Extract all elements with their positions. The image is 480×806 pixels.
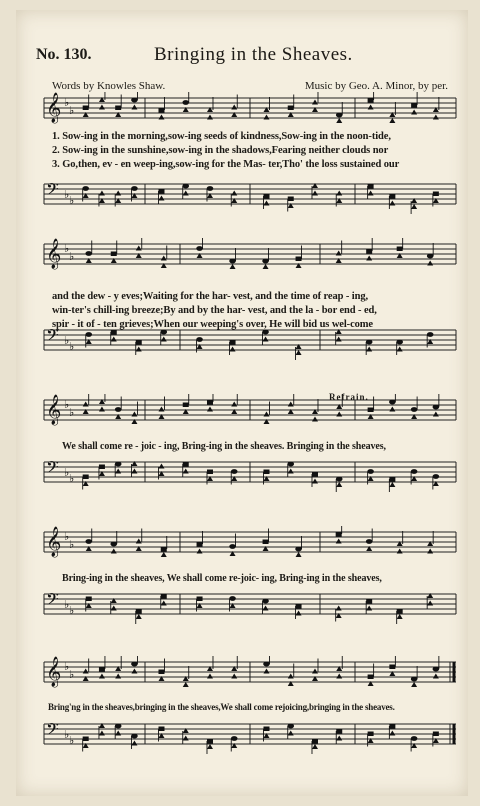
note-head xyxy=(336,191,342,196)
note-head xyxy=(427,254,434,259)
note-head xyxy=(231,105,237,110)
note-head xyxy=(263,115,269,120)
note-head xyxy=(183,191,189,196)
note-head xyxy=(230,264,236,269)
note-head xyxy=(366,606,372,611)
note-head xyxy=(136,347,142,352)
note-head xyxy=(296,552,302,557)
note-head xyxy=(131,662,138,667)
note-head xyxy=(262,599,269,604)
note-head xyxy=(196,337,203,342)
note-head xyxy=(312,479,318,484)
flat-icon: ♭ xyxy=(69,341,75,353)
flat-icon: ♭ xyxy=(64,599,70,611)
note-head xyxy=(336,337,342,342)
note-head xyxy=(366,347,372,352)
note-head xyxy=(110,542,117,547)
note-head xyxy=(389,194,395,199)
note-head xyxy=(231,191,237,196)
note-head xyxy=(83,475,89,480)
note-head xyxy=(288,197,294,202)
note-head xyxy=(136,246,142,251)
flat-icon: ♭ xyxy=(69,473,75,485)
note-head xyxy=(99,407,105,412)
note-head xyxy=(161,601,167,606)
flat-icon: ♭ xyxy=(69,539,75,551)
flat-icon: ♭ xyxy=(69,735,75,747)
note-head xyxy=(158,196,164,201)
note-head xyxy=(161,552,167,557)
note-head xyxy=(427,261,433,266)
note-head xyxy=(336,118,342,123)
refrain-line-1: We shall come re - joic - ing, Bring-ing in the sheaves. Bringing in the sheaves, xyxy=(62,441,386,452)
note-head xyxy=(411,677,418,682)
hymn-page xyxy=(16,10,468,796)
note-head xyxy=(115,407,122,412)
note-head xyxy=(182,184,189,189)
note-head xyxy=(111,606,117,611)
note-head xyxy=(411,682,417,687)
verse-3-line-2: spir - it of - ten grieves;When our weeping's over, He will bid us wel-come xyxy=(52,319,373,330)
note-head xyxy=(368,408,374,413)
note-head xyxy=(336,539,342,544)
note-head xyxy=(82,186,89,191)
treble-staff xyxy=(44,656,456,688)
music-credit: Music by Geo. A. Minor, by per. xyxy=(304,80,448,92)
bass-clef-icon: 𝄢 xyxy=(46,589,59,613)
note-head xyxy=(336,477,343,482)
flat-icon: ♭ xyxy=(69,105,75,117)
note-head xyxy=(183,682,189,687)
note-head xyxy=(131,412,137,417)
note-head xyxy=(207,470,213,475)
note-head xyxy=(229,596,236,601)
note-head xyxy=(336,251,342,256)
note-head xyxy=(433,474,440,479)
note-head xyxy=(197,549,203,554)
note-head xyxy=(263,727,269,732)
note-head xyxy=(389,400,396,405)
note-head xyxy=(411,469,418,474)
note-head xyxy=(136,539,142,544)
note-head xyxy=(389,724,395,729)
note-head xyxy=(288,674,294,679)
note-head xyxy=(433,732,439,737)
note-head xyxy=(231,674,237,679)
note-head xyxy=(99,674,105,679)
note-head xyxy=(296,604,302,609)
note-head xyxy=(312,669,318,674)
note-head xyxy=(207,115,213,120)
flat-icon: ♭ xyxy=(69,251,75,263)
note-head xyxy=(131,98,138,103)
note-head xyxy=(197,597,203,602)
note-head xyxy=(115,469,121,474)
note-head xyxy=(366,539,373,544)
note-head xyxy=(83,737,89,742)
refrain-label: Refrain. xyxy=(329,392,369,402)
note-head xyxy=(207,739,213,744)
bass-staff xyxy=(44,457,456,492)
note-head xyxy=(183,403,189,408)
note-head xyxy=(99,731,105,736)
note-head xyxy=(111,549,117,554)
note-head xyxy=(131,669,137,674)
note-head xyxy=(411,736,418,741)
note-head xyxy=(83,402,89,407)
note-head xyxy=(85,539,92,544)
note-head xyxy=(397,247,403,252)
note-head xyxy=(207,186,214,191)
flat-icon: ♭ xyxy=(69,605,75,617)
note-head xyxy=(427,549,433,554)
bass-staff xyxy=(44,589,456,624)
note-head xyxy=(183,736,189,741)
note-head xyxy=(161,256,167,261)
note-head xyxy=(158,115,164,120)
treble-staff xyxy=(44,238,456,270)
note-head xyxy=(99,191,105,196)
verse-1-line-2: and the dew - y eves;Waiting for the har- vest, and the time of reap - ing, xyxy=(52,291,369,302)
treble-staff xyxy=(44,394,456,426)
note-head xyxy=(115,731,121,736)
note-head xyxy=(115,462,122,467)
note-head xyxy=(263,201,269,206)
note-head xyxy=(366,249,372,254)
note-head xyxy=(263,194,269,199)
flat-icon: ♭ xyxy=(64,243,70,255)
flat-icon: ♭ xyxy=(64,661,70,673)
note-head xyxy=(158,727,164,732)
note-head xyxy=(433,405,440,410)
note-head xyxy=(85,251,92,256)
note-head xyxy=(368,732,374,737)
note-head xyxy=(296,350,302,355)
note-head xyxy=(158,407,164,412)
note-head xyxy=(312,417,318,422)
flat-icon: ♭ xyxy=(69,407,75,419)
note-head xyxy=(433,674,439,679)
note-head xyxy=(312,191,318,196)
note-head xyxy=(83,669,89,674)
note-head xyxy=(263,662,270,667)
note-head xyxy=(111,337,117,342)
note-head xyxy=(99,465,105,470)
treble-clef-icon: 𝄞 xyxy=(46,93,62,123)
note-head xyxy=(136,340,142,345)
refrain-line-2: Bring-ing in the sheaves, We shall come re-joic- ing, Bring-ing in the sheaves, xyxy=(62,573,382,584)
note-head xyxy=(312,472,318,477)
note-head xyxy=(207,744,213,749)
treble-clef-icon: 𝄞 xyxy=(46,657,62,687)
note-head xyxy=(336,736,342,741)
flat-icon: ♭ xyxy=(64,335,70,347)
note-head xyxy=(336,482,342,487)
note-head xyxy=(397,609,403,614)
note-head xyxy=(263,337,269,342)
note-head xyxy=(207,674,213,679)
note-head xyxy=(288,469,294,474)
note-head xyxy=(131,734,138,739)
note-head xyxy=(115,106,121,111)
note-head xyxy=(287,462,294,467)
note-head xyxy=(389,477,395,482)
note-head xyxy=(86,597,92,602)
note-head xyxy=(433,667,440,672)
treble-clef-icon: 𝄞 xyxy=(46,395,62,425)
note-head xyxy=(427,332,434,337)
note-head xyxy=(161,594,167,599)
note-head xyxy=(411,407,418,412)
flat-icon: ♭ xyxy=(64,467,70,479)
note-head xyxy=(368,675,374,680)
note-head xyxy=(263,540,269,545)
note-head xyxy=(231,736,238,741)
note-head xyxy=(312,744,318,749)
bass-staff xyxy=(44,719,456,754)
note-head xyxy=(295,547,302,552)
note-head xyxy=(296,257,302,262)
note-head xyxy=(231,469,238,474)
note-head xyxy=(336,113,343,118)
note-head xyxy=(131,105,137,110)
note-head xyxy=(158,670,164,675)
treble-staff xyxy=(44,526,456,558)
note-head xyxy=(262,259,269,264)
note-head xyxy=(433,115,439,120)
note-head xyxy=(368,191,374,196)
note-head xyxy=(336,674,342,679)
note-head xyxy=(182,100,189,105)
note-head xyxy=(312,739,318,744)
hymn-title: Bringing in the Sheaves. xyxy=(154,44,353,65)
verse-2-line-1: 2. Sow-ing in the sunshine,sow-ing in the shadows,Fearing neither clouds nor xyxy=(52,145,389,156)
note-head xyxy=(366,599,372,604)
note-head xyxy=(197,542,203,547)
note-head xyxy=(229,259,236,264)
verse-3-line-1: 3. Go,then, ev - en weep-ing,sow-ing for the Mas- ter,Tho' the loss sustained our xyxy=(52,159,400,170)
note-head xyxy=(397,614,403,619)
refrain-line-3: Bring'ng in the sheaves,bringing in the sheaves,We shall come rejoicing,bringing in the sheaves. xyxy=(48,702,395,712)
note-head xyxy=(230,340,236,345)
note-head xyxy=(263,264,269,269)
hymn-number: No. 130. xyxy=(36,46,92,63)
bass-clef-icon: 𝄢 xyxy=(46,719,59,743)
note-head xyxy=(366,340,373,345)
words-credit: Words by Knowles Shaw. xyxy=(52,80,166,92)
note-head xyxy=(161,337,167,342)
note-head xyxy=(368,105,374,110)
note-head xyxy=(158,464,164,469)
note-head xyxy=(115,191,121,196)
note-head xyxy=(288,731,294,736)
note-head xyxy=(427,601,433,606)
note-head xyxy=(131,186,138,191)
note-head xyxy=(131,469,137,474)
note-head xyxy=(158,108,164,113)
flat-icon: ♭ xyxy=(64,97,70,109)
note-head xyxy=(136,609,142,614)
flat-icon: ♭ xyxy=(64,399,70,411)
note-head xyxy=(115,724,122,729)
note-head xyxy=(336,412,342,417)
note-head xyxy=(230,347,236,352)
note-head xyxy=(263,412,269,417)
note-head xyxy=(99,105,105,110)
bass-clef-icon: 𝄢 xyxy=(46,325,59,349)
hymn-header xyxy=(36,42,454,70)
note-head xyxy=(366,256,372,261)
note-head xyxy=(207,400,213,405)
note-head xyxy=(367,469,374,474)
note-head xyxy=(263,470,269,475)
note-head xyxy=(231,402,237,407)
note-head xyxy=(389,407,395,412)
note-head xyxy=(183,469,189,474)
note-head xyxy=(229,544,236,549)
note-head xyxy=(368,184,374,189)
note-head xyxy=(433,412,439,417)
flat-icon: ♭ xyxy=(64,189,70,201)
note-head xyxy=(99,667,105,672)
note-head xyxy=(411,204,417,209)
note-head xyxy=(368,98,374,103)
note-head xyxy=(397,549,403,554)
note-head xyxy=(389,731,395,736)
treble-clef-icon: 𝄞 xyxy=(46,527,62,557)
note-head xyxy=(115,674,121,679)
note-head xyxy=(397,347,403,352)
flat-icon: ♭ xyxy=(69,669,75,681)
note-head xyxy=(85,332,92,337)
verse-1-line-1: 1. Sow-ing in the morning,sow-ing seeds of kindness,Sow-ing in the noon-tide, xyxy=(52,131,391,142)
note-head xyxy=(312,100,318,105)
note-head xyxy=(296,611,302,616)
bass-clef-icon: 𝄢 xyxy=(46,179,59,203)
note-head xyxy=(389,665,395,670)
note-head xyxy=(136,614,142,619)
note-head xyxy=(196,246,203,251)
treble-staff xyxy=(44,92,456,124)
note-head xyxy=(433,192,439,197)
note-head xyxy=(389,201,395,206)
note-head xyxy=(411,103,417,108)
note-head xyxy=(336,729,342,734)
note-head xyxy=(263,606,269,611)
note-head xyxy=(111,252,117,257)
note-head xyxy=(263,669,269,674)
note-head xyxy=(336,532,342,537)
note-head xyxy=(396,340,403,345)
note-head xyxy=(389,482,395,487)
flat-icon: ♭ xyxy=(64,729,70,741)
flat-icon: ♭ xyxy=(64,531,70,543)
note-head xyxy=(389,118,395,123)
note-head xyxy=(161,547,167,552)
bass-staff xyxy=(44,179,456,214)
note-head xyxy=(288,402,294,407)
flat-icon: ♭ xyxy=(69,195,75,207)
note-head xyxy=(288,106,294,111)
note-head xyxy=(287,724,294,729)
treble-clef-icon: 𝄞 xyxy=(46,239,62,269)
note-head xyxy=(411,110,417,115)
bass-clef-icon: 𝄢 xyxy=(46,457,59,481)
verse-2-line-2: win-ter's chill-ing breeze;By and by the har- vest, and the la - bor end - ed, xyxy=(52,305,377,316)
note-head xyxy=(207,407,213,412)
note-head xyxy=(158,189,164,194)
note-head xyxy=(131,741,137,746)
note-head xyxy=(183,462,189,467)
note-head xyxy=(83,106,89,111)
note-head xyxy=(336,606,342,611)
